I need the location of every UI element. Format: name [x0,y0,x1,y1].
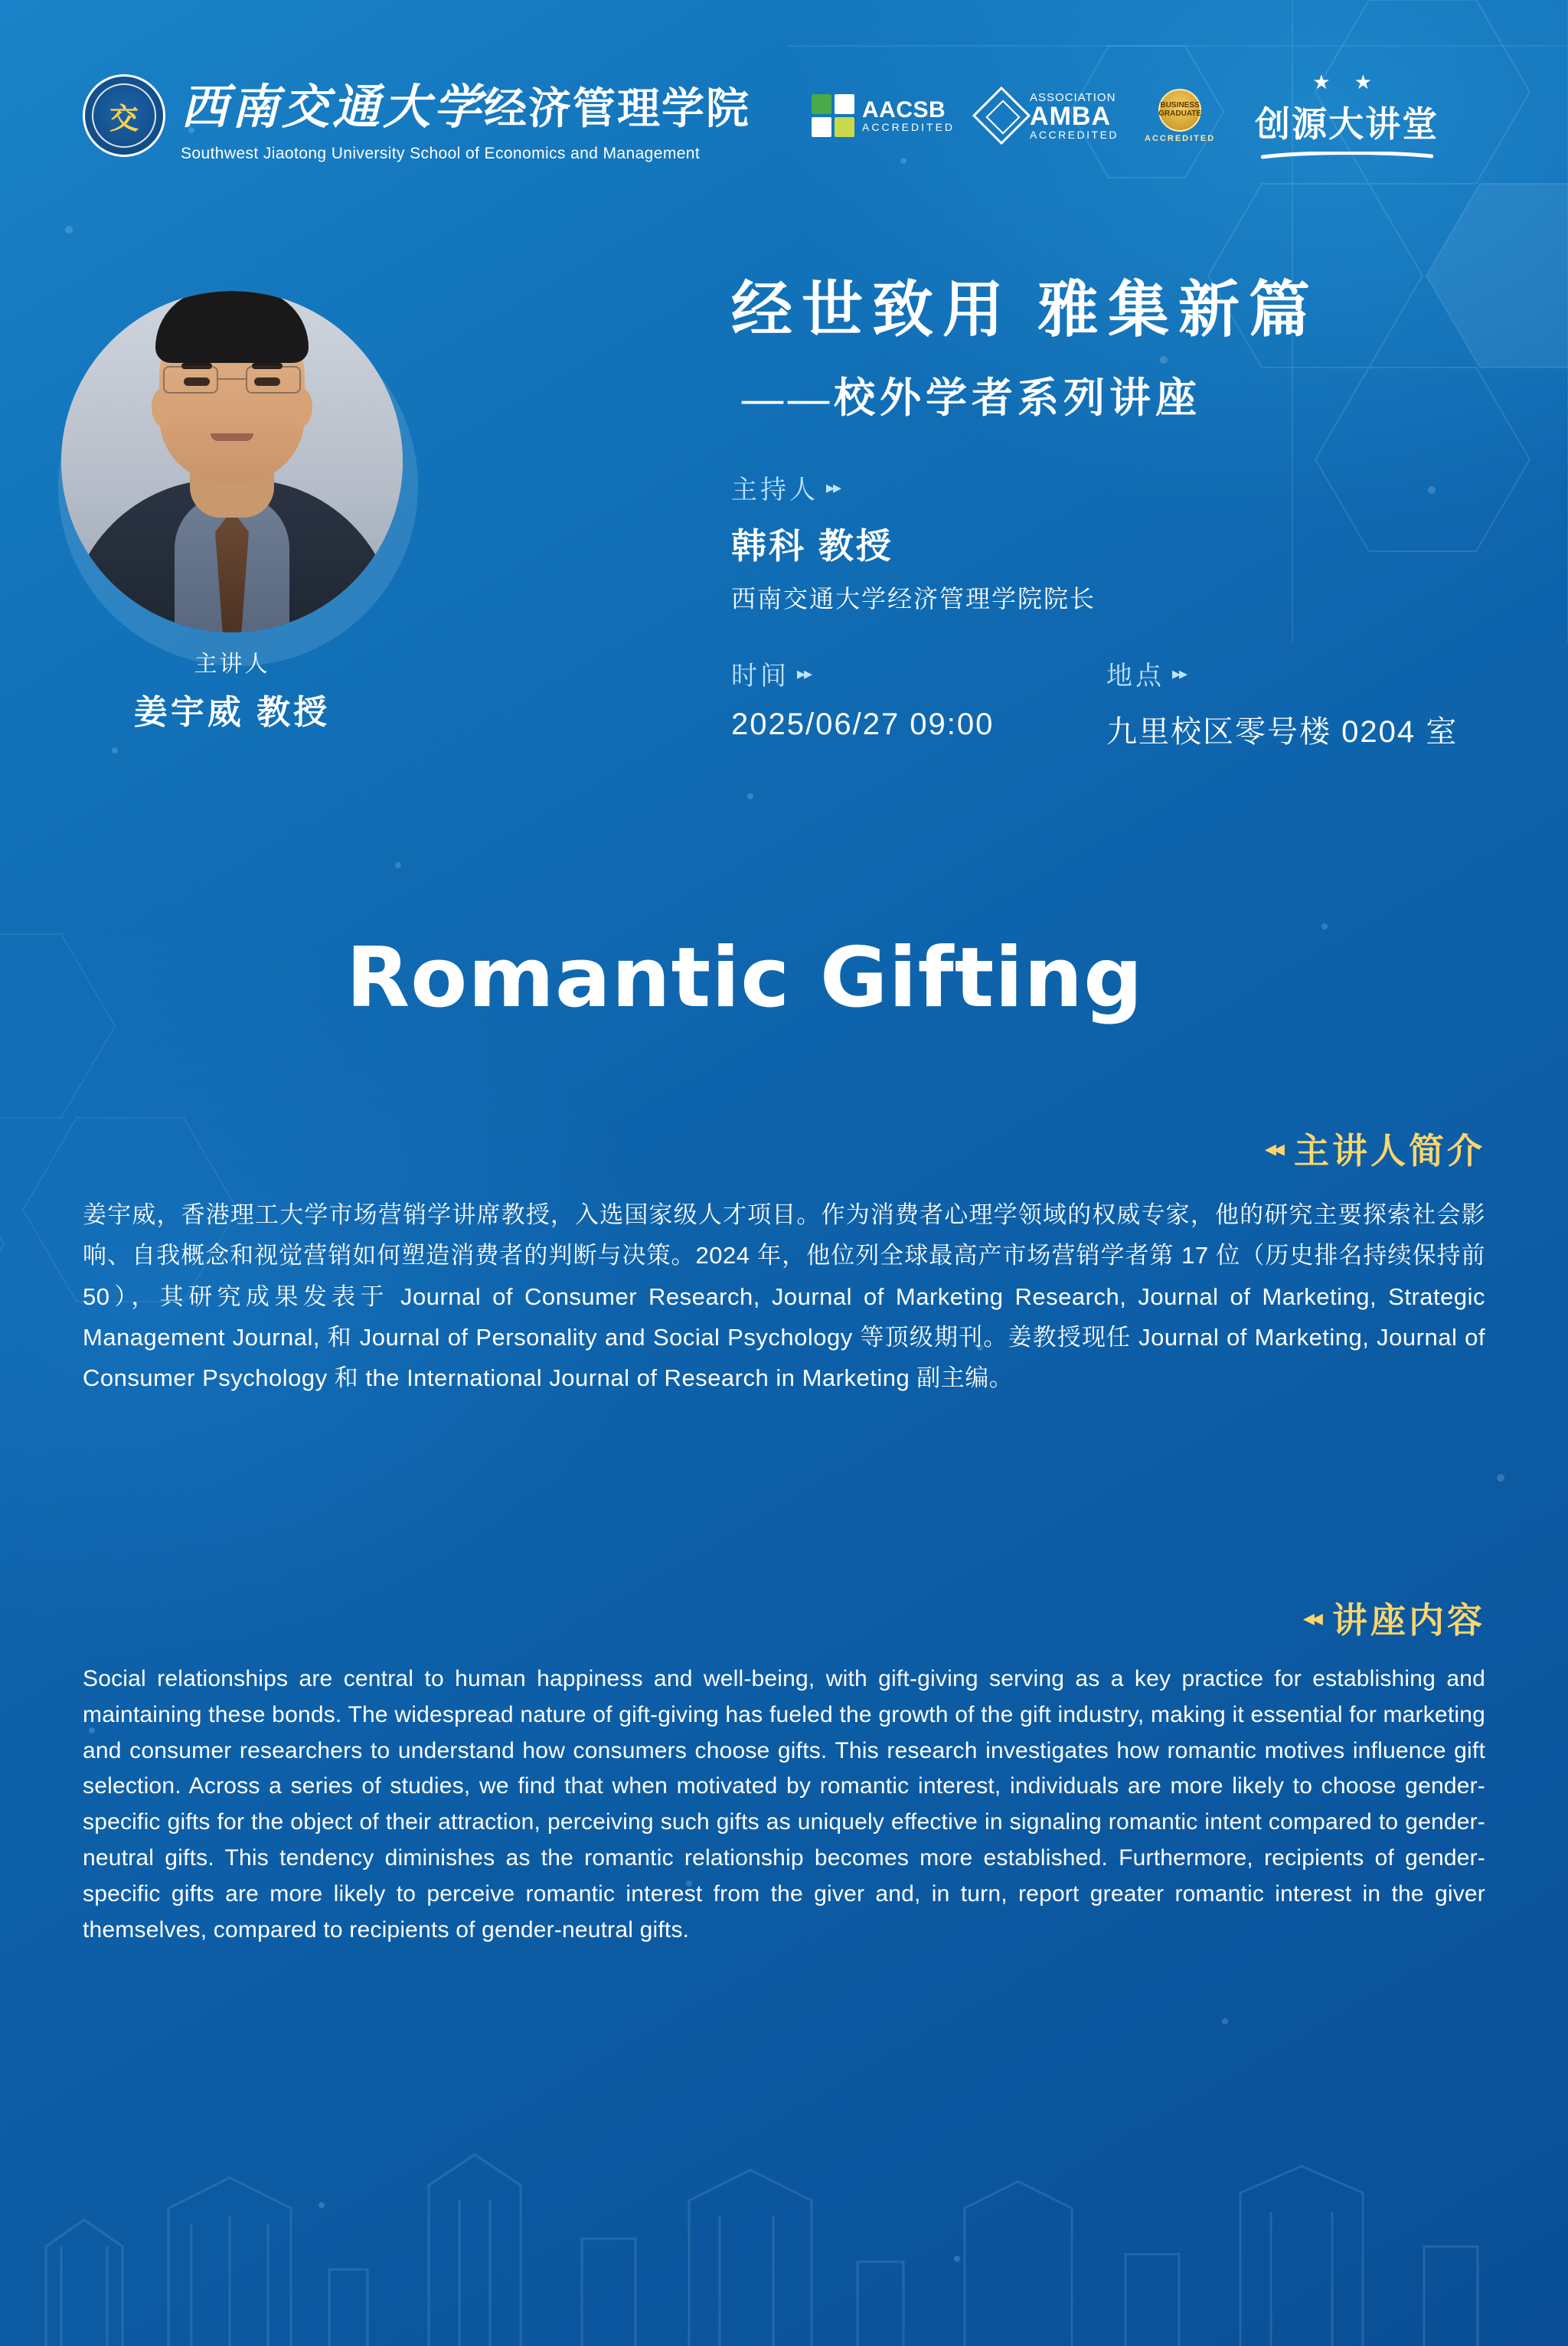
section-heading-abstract [1303,1593,1485,1643]
skyline-decoration [0,2093,1568,2346]
accreditation-badges [812,72,1439,159]
speaker-name: 姜宇威 教授 [133,694,331,731]
place-value: 九里校区零号楼 0204 室 [1106,715,1459,749]
amba-diamond-icon [981,95,1022,136]
aacsb-sublabel: ACCREDITED [862,121,956,134]
event-subtitle-cn: ——校外学者系列讲座 [742,375,1201,421]
poster-header [0,66,1568,165]
speaker-block [47,291,430,734]
eyeglasses-icon [163,366,301,395]
time-column [731,655,1106,751]
place-label: 地点 [1106,662,1165,691]
double-arrow-icon-place: ▸▸ [1172,663,1187,683]
time-place-block [731,655,1504,751]
speaker-role-label: 主讲人 [194,652,270,677]
university-name-cn-main: 西南交通大学 [181,81,485,134]
amba-badge [981,92,1119,140]
speaker-bio-text: 姜宇威，香港理工大学市场营销学讲席教授，入选国家级人才项目。作为消费者心理学领域的权威专家，他的研究主要探索社会影响、自我概念和视觉营销如何塑造消费者的判断与决策。2024 年，他位列全球最高产市场营销学者第 17 位（历史排名持续保持前 50），其研究成果发表于 Journal of Consumer Research, Journal of Marketing Research, Journal of Marketing, Strategic Management Journal, 和 Journal of Personality and Social Psychology 等顶级期刊。姜教授现任 Journal of Marketing, Journal of Consumer Psychology 和 the International Journal of Research in Marketing 副主编。 [83,1201,1485,1392]
speaker-portrait-photo [61,291,403,632]
time-label-row [731,655,1106,692]
university-name-cn-sub: 经济管理学院 [484,85,751,133]
heading-arrow-icon-abstract: ◂◂ [1302,1605,1320,1631]
time-label: 时间 [731,662,789,691]
host-label: 主持人 [731,475,818,505]
event-info-block [731,260,1504,751]
university-name-cn [181,69,750,137]
stars-icon: ★ ★ [1312,70,1382,93]
host-label-row [731,469,1504,506]
host-name: 韩科 教授 [731,526,893,566]
lecture-brand-logo [1255,72,1439,159]
double-arrow-icon-time: ▸▸ [797,663,812,683]
brand-underline-swoosh [1261,152,1433,159]
time-value: 2025/06/27 09:00 [731,707,995,741]
university-seal-icon [83,74,165,157]
amba-sublabel: ACCREDITED [1030,128,1119,141]
host-title: 西南交通大学经济管理学院院长 [731,585,1096,613]
amba-label: AMBA [1030,101,1112,131]
seal-glyph: 交 [92,83,156,148]
bga-seal-icon: BUSINESS GRADUATE [1158,89,1201,132]
host-block [731,469,1504,615]
double-arrow-icon: ▸▸ [826,477,841,497]
aacsb-badge [812,94,955,137]
bga-badge [1145,89,1215,143]
university-name-en: Southwest Jiaotong University School of Economics and Management [181,144,701,162]
section-heading-speaker-bio [1265,1123,1485,1174]
lecture-brand-name: 创源大讲堂 [1255,105,1439,144]
event-title-cn: 经世致用 雅集新篇 [731,277,1319,345]
place-column [1106,655,1504,751]
place-label-row [1106,655,1504,692]
bga-label: ACCREDITED [1145,133,1216,143]
section-heading-bio-label: 主讲人简介 [1294,1131,1485,1171]
section-heading-abstract-label: 讲座内容 [1332,1600,1485,1640]
university-logo [83,69,750,163]
aacsb-label: AACSB [862,96,946,123]
university-name-block [181,69,750,163]
abstract-text: Social relationships are central to human happiness and well-being, with gift-giving serving as a key practice for establishing and maintaining these bonds. The widespread nature of gift-giving has fueled the growth of the gift industry, making it essential for marketing and consumer researchers to understand how consumers choose gifts. This research investigates how romantic motives influence gift selection. Across a series of studies, we find that when motivated by romantic interest, individuals are more likely to choose gender-specific gifts for the object of their attraction, perceiving such gifts as uniquely effective in signaling romantic intent compared to gender-neutral gifts. This tendency diminishes as the romantic relationship becomes more established. Furthermore, recipients of gender-specific gifts are more likely to perceive romantic interest from the giver and, in turn, report greater romantic interest in the giver themselves, compared to recipients of gender-neutral gifts. [83,1666,1485,1942]
lecture-main-title: Romantic Gifting [346,930,1144,1026]
amba-association-label: ASSOCIATION [1030,90,1116,104]
heading-arrow-icon-bio: ◂◂ [1264,1135,1282,1162]
aacsb-squares-icon [812,94,854,137]
